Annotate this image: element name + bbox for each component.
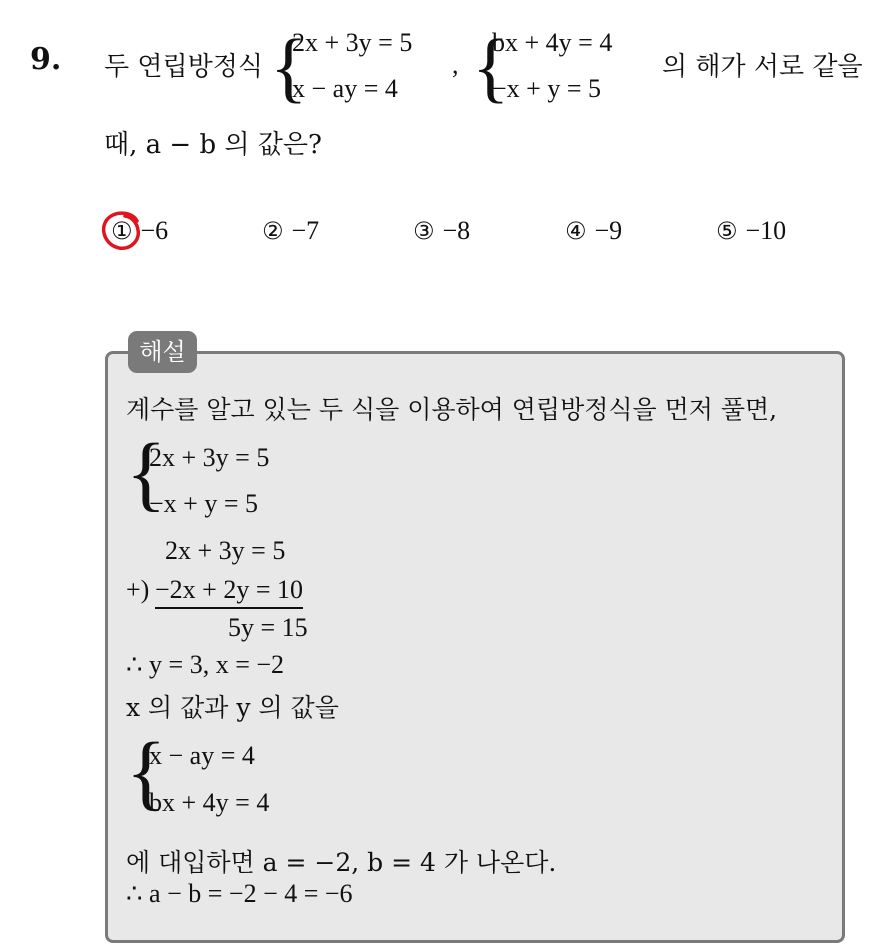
choice-marker: ② (262, 217, 284, 245)
therefore-xy: ∴ y = 3, x = −2 (126, 650, 285, 679)
question-number: 9. (30, 42, 62, 77)
question-line2: 때, a − b 의 값은? (104, 130, 322, 160)
answer-circle-mark (101, 209, 143, 251)
addition-result: 5y = 15 (228, 613, 308, 642)
system-a-eq1: 2x + 3y = 5 (149, 443, 270, 472)
result-line: 에 대입하면 a = −2, b = 4 가 나온다. (126, 848, 557, 877)
choice-value: −7 (291, 216, 320, 245)
system1-eq2: x − ay = 4 (292, 74, 398, 103)
therefore-answer: ∴ a − b = −2 − 4 = −6 (126, 879, 353, 908)
question-prefix: 두 연립방정식 (104, 52, 263, 82)
addition-prefix: +) (126, 575, 150, 604)
system1-brace: { (270, 23, 308, 110)
choice-value: −8 (442, 216, 471, 245)
choice-value: −10 (745, 216, 787, 245)
choice-marker: ④ (565, 217, 587, 245)
substitute-text: x 의 값과 y 의 값을 (126, 693, 339, 722)
choice-2[interactable] (262, 216, 319, 246)
system1-eq1: 2x + 3y = 5 (292, 28, 413, 57)
choice-marker: ① (111, 217, 133, 245)
choice-marker: ③ (413, 217, 435, 245)
choice-4[interactable] (565, 216, 622, 246)
system-a-eq2: −x + y = 5 (149, 489, 258, 518)
addition-line2: −2x + 2y = 10 (155, 575, 303, 609)
choice-marker: ⑤ (716, 217, 738, 245)
system2-brace: { (472, 23, 510, 110)
solution-intro: 계수를 알고 있는 두 식을 이용하여 연립방정식을 먼저 풀면, (126, 395, 778, 424)
choice-value: −9 (594, 216, 623, 245)
choice-3[interactable] (413, 216, 470, 246)
system-a-brace: { (126, 427, 167, 520)
system-b-eq1: x − ay = 4 (149, 741, 255, 770)
system2-eq1: bx + 4y = 4 (492, 28, 613, 57)
choice-5[interactable] (716, 216, 786, 246)
system-separator: , (452, 50, 459, 79)
system-b-eq2: bx + 4y = 4 (149, 788, 270, 817)
addition-line1: 2x + 3y = 5 (165, 536, 286, 565)
solution-tag: 해설 (128, 331, 197, 373)
system-b-brace: { (126, 726, 167, 819)
question-suffix: 의 해가 서로 같을 (662, 52, 863, 82)
choice-value: −6 (140, 216, 169, 245)
system2-eq2: −x + y = 5 (492, 74, 601, 103)
